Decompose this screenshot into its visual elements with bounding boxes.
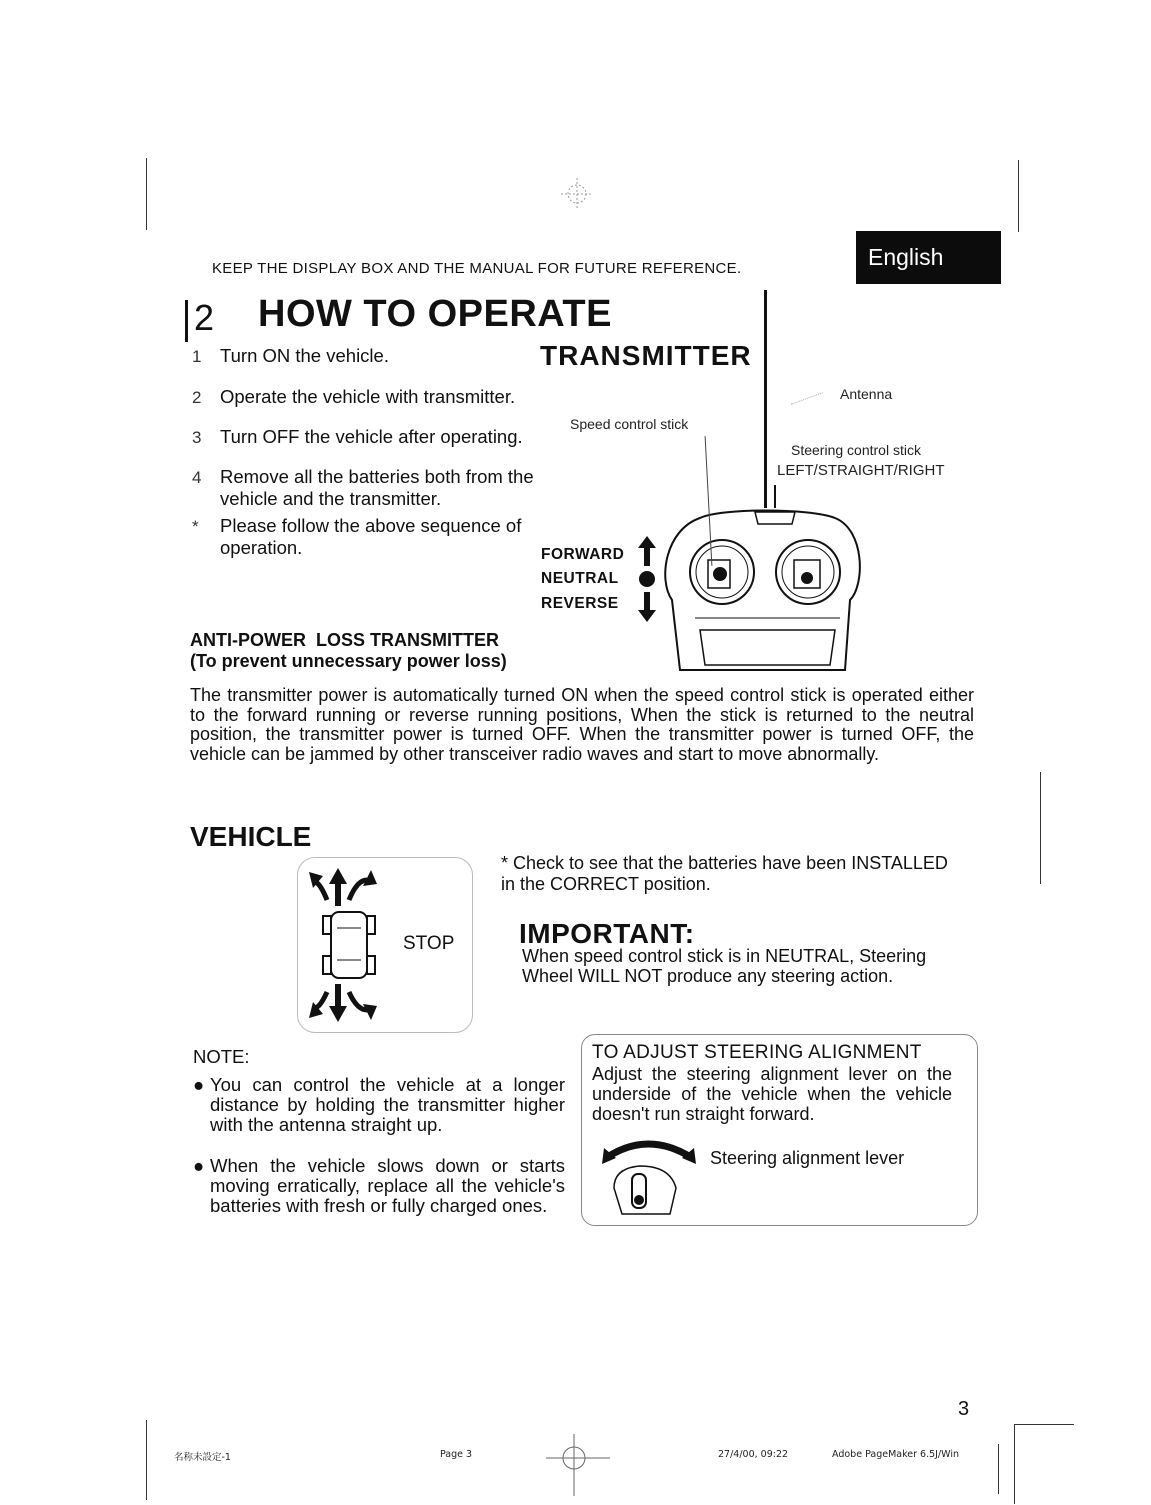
- anti-power-loss-title: ANTI-POWER LOSS TRANSMITTER: [190, 630, 499, 650]
- anti-power-loss-body: The transmitter power is automatically turned ON when the speed control stick is operated either to the forward running or reverse running positions, When the stick is returned to the neutral position, the transmitter power is turned OFF. When the transmitter power is turned OFF, the vehicle can be jammed by other transceiver radio waves and start to move abnormally.: [190, 685, 974, 764]
- vehicle-diagram: [305, 860, 415, 1028]
- step-number: 1: [192, 347, 202, 366]
- bullet-icon: ●: [193, 1074, 205, 1095]
- steering-stick-label: Steering control stick: [791, 442, 921, 458]
- step-2: [192, 386, 580, 409]
- crop-mark: [1018, 160, 1019, 232]
- reverse-label: REVERSE: [541, 595, 619, 612]
- crop-mark: [1014, 1424, 1074, 1425]
- note-item-text: When the vehicle slows down or starts moving erratically, replace all the vehicle's batteries with fresh or fully charged ones.: [210, 1155, 565, 1216]
- crop-mark: [998, 1444, 999, 1494]
- step-text: Turn OFF the vehicle after operating.: [220, 426, 523, 447]
- divider-line: [764, 290, 767, 508]
- step-number: 2: [192, 388, 202, 407]
- anti-power-loss-subtitle: (To prevent unnecessary power loss): [190, 651, 507, 671]
- step-text: Remove all the batteries both from the vehicle and the transmitter.: [220, 466, 534, 509]
- bullet-icon: ●: [193, 1155, 205, 1176]
- steering-alignment-body: Adjust the steering alignment lever on the underside of the vehicle when the vehicle doesn't run straight forward.: [592, 1064, 952, 1124]
- step-number: *: [192, 517, 199, 536]
- steering-directions-label: LEFT/STRAIGHT/RIGHT: [777, 462, 945, 479]
- step-text: Please follow the above sequence of operation.: [220, 515, 522, 558]
- vehicle-heading: VEHICLE: [190, 821, 312, 852]
- footer-page: Page 3: [440, 1449, 473, 1460]
- important-heading: IMPORTANT:: [519, 918, 695, 949]
- step-1: [192, 345, 580, 368]
- keep-notice: KEEP THE DISPLAY BOX AND THE MANUAL FOR FUTURE REFERENCE.: [212, 260, 742, 277]
- section-bar: [185, 300, 188, 342]
- steering-lever-icon: [600, 1128, 700, 1224]
- direction-arrows-icon: [632, 534, 662, 624]
- step-4: [192, 466, 580, 510]
- steering-lever-label: Steering alignment lever: [710, 1148, 905, 1168]
- note-item: [193, 1156, 568, 1216]
- speed-stick-label: Speed control stick: [570, 416, 689, 432]
- footer-app: Adobe PageMaker 6.5J/Win: [832, 1449, 959, 1460]
- antenna-label: Antenna: [840, 386, 893, 402]
- stop-label: STOP: [403, 933, 455, 954]
- steering-alignment-heading: TO ADJUST STEERING ALIGNMENT: [592, 1042, 922, 1063]
- battery-check-note: * Check to see that the batteries have been INSTALLED in the CORRECT position.: [501, 853, 948, 894]
- neutral-label: NEUTRAL: [541, 570, 619, 587]
- language-tab: English: [856, 231, 1001, 284]
- transmitter-title: TRANSMITTER: [540, 340, 752, 371]
- crop-mark: [1040, 772, 1041, 884]
- footer-filename: 名称未設定-1: [174, 1452, 231, 1463]
- note-item: [193, 1075, 568, 1135]
- page-number: 3: [958, 1398, 970, 1420]
- registration-mark: [555, 172, 599, 216]
- step-text: Operate the vehicle with transmitter.: [220, 386, 516, 407]
- note-item-text: You can control the vehicle at a longer distance by holding the transmitter higher with the antenna straight up.: [210, 1074, 565, 1135]
- crop-mark: [1014, 1424, 1015, 1504]
- crop-mark: [146, 1420, 147, 1500]
- forward-label: FORWARD: [541, 546, 625, 563]
- registration-mark: [540, 1430, 630, 1500]
- section-number: 2: [194, 297, 215, 338]
- footer-date: 27/4/00, 09:22: [718, 1449, 789, 1460]
- note-heading: NOTE:: [193, 1046, 250, 1067]
- important-body: When speed control stick is in NEUTRAL, Steering Wheel WILL NOT produce any steering action.: [522, 946, 927, 986]
- crop-mark: [146, 158, 147, 230]
- step-number: 4: [192, 468, 202, 487]
- transmitter-illustration: [660, 480, 870, 680]
- step-3: [192, 426, 580, 449]
- step-number: 3: [192, 428, 202, 447]
- step-note: [192, 515, 560, 559]
- step-text: Turn ON the vehicle.: [220, 345, 389, 366]
- section-title: HOW TO OPERATE: [258, 293, 612, 335]
- anti-power-loss-heading: [190, 630, 507, 672]
- antenna-leader: [791, 392, 824, 406]
